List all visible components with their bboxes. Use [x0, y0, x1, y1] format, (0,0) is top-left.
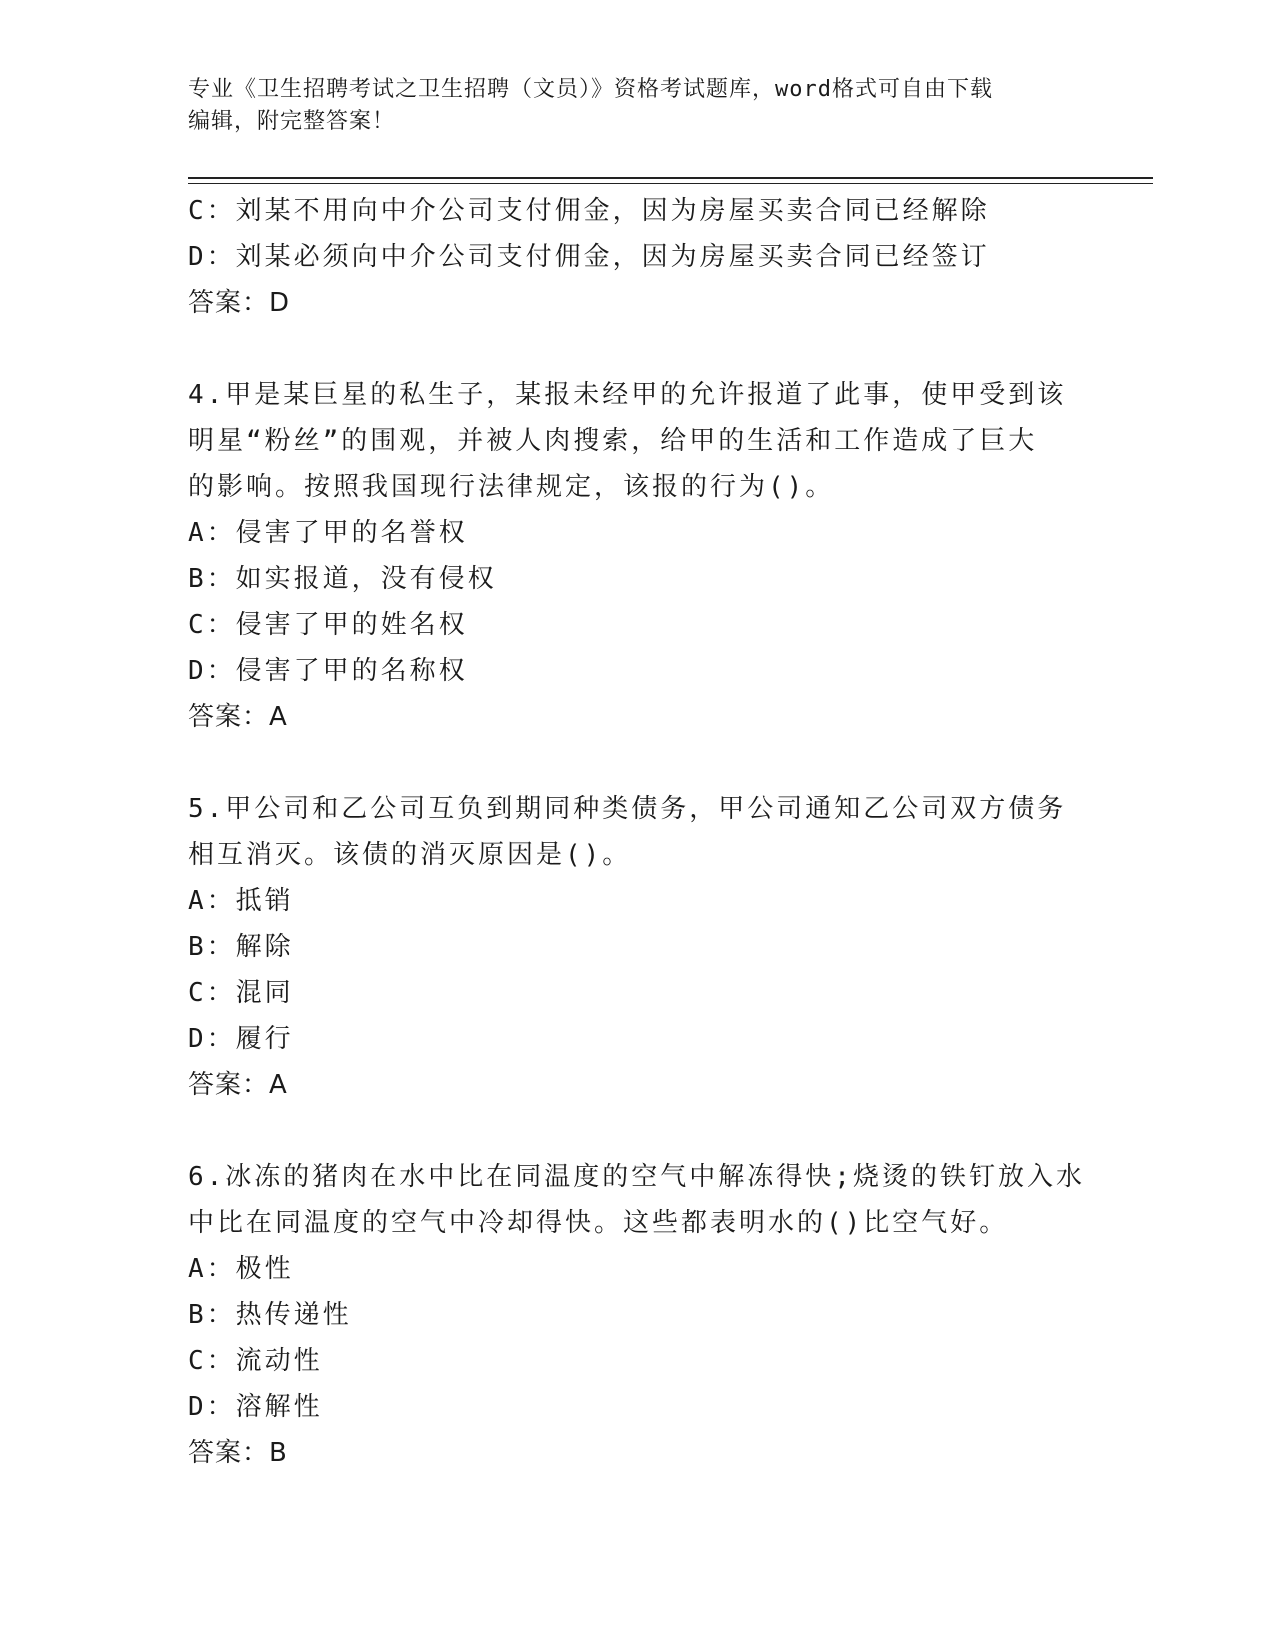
q5-option-b: B：解除: [188, 932, 294, 962]
q5-stem-line: 相互消灭。该债的消灭原因是()。: [188, 840, 632, 870]
q3-answer: 答案：D: [188, 288, 291, 318]
q4-stem-line: 的影响。按照我国现行法律规定，该报的行为()。: [188, 472, 835, 502]
header-rule-top: [188, 177, 1153, 179]
q4-option-a: A：侵害了甲的名誉权: [188, 518, 468, 548]
q6-stem-line: 中比在同温度的空气中冷却得快。这些都表明水的()比空气好。: [188, 1208, 1009, 1238]
q3-option-d: D：刘某必须向中介公司支付佣金，因为房屋买卖合同已经签订: [188, 242, 990, 272]
q6-option-c: C：流动性: [188, 1346, 323, 1376]
q4-stem-line: 明星“粉丝”的围观，并被人肉搜索，给甲的生活和工作造成了巨大: [188, 426, 1038, 456]
q5-answer: 答案：A: [188, 1070, 288, 1100]
document-header: [188, 74, 1068, 138]
q4-answer: 答案：A: [188, 702, 288, 732]
q5-stem-line: 5.甲公司和乙公司互负到期同种类债务，甲公司通知乙公司双方债务: [188, 794, 1067, 824]
q4-option-c: C：侵害了甲的姓名权: [188, 610, 468, 640]
header-rule-bottom: [188, 183, 1153, 184]
q6-option-a: A：极性: [188, 1254, 294, 1284]
q4-stem-line: 4.甲是某巨星的私生子，某报未经甲的允许报道了此事，使甲受到该: [188, 380, 1067, 410]
header-line-2: 编辑，附完整答案！: [188, 109, 396, 134]
question-content: [188, 188, 1088, 1476]
q4-option-b: B：如实报道，没有侵权: [188, 564, 497, 594]
header-line-1: 专业《卫生招聘考试之卫生招聘（文员）》资格考试题库，word格式可自由下载: [188, 77, 993, 102]
q6-option-b: B：热传递性: [188, 1300, 352, 1330]
q5-option-a: A：抵销: [188, 886, 294, 916]
q6-answer: 答案：B: [188, 1438, 288, 1468]
q5-option-d: D：履行: [188, 1024, 294, 1054]
question-4: [188, 372, 1088, 740]
question-6: [188, 1154, 1088, 1476]
q5-option-c: C：混同: [188, 978, 294, 1008]
question-5: [188, 786, 1088, 1108]
q3-option-c: C：刘某不用向中介公司支付佣金，因为房屋买卖合同已经解除: [188, 196, 990, 226]
q4-option-d: D：侵害了甲的名称权: [188, 656, 468, 686]
q6-stem-line: 6.冰冻的猪肉在水中比在同温度的空气中解冻得快;烧烫的铁钉放入水: [188, 1162, 1085, 1192]
question-3-tail: [188, 188, 1088, 326]
q6-option-d: D：溶解性: [188, 1392, 323, 1422]
